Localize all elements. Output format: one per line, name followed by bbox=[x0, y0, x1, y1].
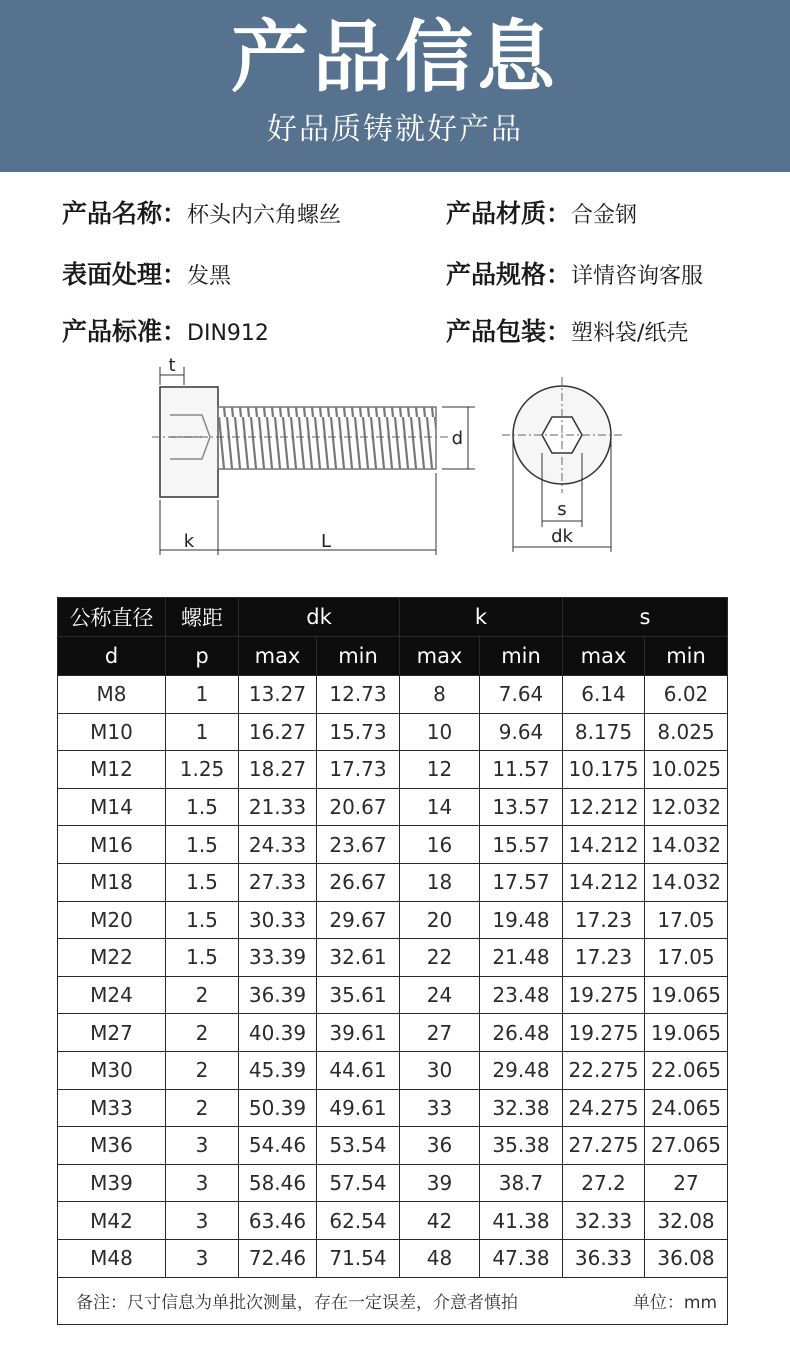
table-cell: M16 bbox=[58, 826, 166, 864]
header-cell: max bbox=[239, 637, 317, 676]
table-cell: 24 bbox=[400, 976, 480, 1014]
table-cell: 10.175 bbox=[563, 751, 645, 789]
table-cell: M30 bbox=[58, 1051, 166, 1089]
table-cell: 24.065 bbox=[645, 1089, 728, 1127]
table-cell: 63.46 bbox=[239, 1202, 317, 1240]
info-material bbox=[446, 197, 637, 233]
table-cell: 17.05 bbox=[645, 939, 728, 977]
table-cell: 58.46 bbox=[239, 1164, 317, 1202]
table-cell: 1.5 bbox=[166, 901, 239, 939]
table-cell: M18 bbox=[58, 863, 166, 901]
table-cell: 14.212 bbox=[563, 826, 645, 864]
table-cell: 23.67 bbox=[317, 826, 400, 864]
table-cell: 1.5 bbox=[166, 939, 239, 977]
table-subheader-row bbox=[58, 637, 728, 676]
table-cell: 36.39 bbox=[239, 976, 317, 1014]
table-cell: 35.61 bbox=[317, 976, 400, 1014]
table-cell: 47.38 bbox=[480, 1239, 563, 1277]
table-cell: 15.73 bbox=[317, 713, 400, 751]
header-cell: min bbox=[317, 637, 400, 676]
page-subtitle: 好品质铸就好产品 bbox=[267, 112, 523, 147]
table-cell: M39 bbox=[58, 1164, 166, 1202]
header-cell: min bbox=[645, 637, 728, 676]
info-packaging bbox=[446, 315, 688, 351]
table-cell: 17.23 bbox=[563, 901, 645, 939]
table-cell: M33 bbox=[58, 1089, 166, 1127]
label-t: t bbox=[168, 355, 176, 376]
table-cell: 3 bbox=[166, 1127, 239, 1165]
table-cell: 14 bbox=[400, 788, 480, 826]
table-cell: 2 bbox=[166, 1014, 239, 1052]
table-cell: 16 bbox=[400, 826, 480, 864]
table-cell: 10.025 bbox=[645, 751, 728, 789]
table-cell: 8.025 bbox=[645, 713, 728, 751]
header-cell: k bbox=[400, 598, 563, 637]
table-cell: 14.212 bbox=[563, 863, 645, 901]
table-cell: 17.23 bbox=[563, 939, 645, 977]
table-cell: 62.54 bbox=[317, 1202, 400, 1240]
table-row bbox=[58, 939, 728, 977]
info-value: 详情咨询客服 bbox=[571, 264, 704, 289]
table-cell: 3 bbox=[166, 1164, 239, 1202]
table-cell: 1.25 bbox=[166, 751, 239, 789]
table-row bbox=[58, 1164, 728, 1202]
info-label: 产品材质： bbox=[446, 199, 572, 228]
table-cell: 57.54 bbox=[317, 1164, 400, 1202]
table-cell: 42 bbox=[400, 1202, 480, 1240]
note-text: 备注：尺寸信息为单批次测量，存在一定误差，介意者慎拍 bbox=[76, 1293, 518, 1313]
table-cell: 27 bbox=[400, 1014, 480, 1052]
table-cell: 7.64 bbox=[480, 676, 563, 714]
label-k: k bbox=[183, 531, 195, 552]
table-cell: 50.39 bbox=[239, 1089, 317, 1127]
table-cell: 48 bbox=[400, 1239, 480, 1277]
table-cell: 19.275 bbox=[563, 976, 645, 1014]
table-note-row bbox=[58, 1277, 728, 1324]
table-cell: 19.065 bbox=[645, 1014, 728, 1052]
table-cell: 40.39 bbox=[239, 1014, 317, 1052]
table-cell: 1 bbox=[166, 713, 239, 751]
table-cell: 2 bbox=[166, 1089, 239, 1127]
table-cell: 23.48 bbox=[480, 976, 563, 1014]
header-cell: s bbox=[563, 598, 728, 637]
table-cell: 6.14 bbox=[563, 676, 645, 714]
table-cell: 19.065 bbox=[645, 976, 728, 1014]
table-cell: 12.032 bbox=[645, 788, 728, 826]
table-cell: 8 bbox=[400, 676, 480, 714]
unit-text: 单位：mm bbox=[632, 1293, 718, 1313]
info-product-name bbox=[62, 197, 341, 233]
table-cell: 36.08 bbox=[645, 1239, 728, 1277]
table-cell: 32.38 bbox=[480, 1089, 563, 1127]
spec-table bbox=[57, 597, 728, 1325]
table-cell: 3 bbox=[166, 1202, 239, 1240]
table-cell: 17.05 bbox=[645, 901, 728, 939]
table-cell: 12.212 bbox=[563, 788, 645, 826]
table-cell: M14 bbox=[58, 788, 166, 826]
table-cell: 41.38 bbox=[480, 1202, 563, 1240]
table-cell: 1.5 bbox=[166, 863, 239, 901]
info-label: 表面处理： bbox=[62, 260, 188, 289]
table-row bbox=[58, 1202, 728, 1240]
header-cell: max bbox=[563, 637, 645, 676]
table-row bbox=[58, 863, 728, 901]
table-cell: 15.57 bbox=[480, 826, 563, 864]
info-label: 产品规格： bbox=[446, 260, 572, 289]
table-cell: 32.61 bbox=[317, 939, 400, 977]
table-cell: 24.275 bbox=[563, 1089, 645, 1127]
table-cell: 13.27 bbox=[239, 676, 317, 714]
table-cell: 32.33 bbox=[563, 1202, 645, 1240]
header-cell: min bbox=[480, 637, 563, 676]
table-cell: 18.27 bbox=[239, 751, 317, 789]
info-value: 杯头内六角螺丝 bbox=[187, 203, 342, 228]
table-cell: 1.5 bbox=[166, 788, 239, 826]
table-cell: 21.33 bbox=[239, 788, 317, 826]
table-cell: 27.275 bbox=[563, 1127, 645, 1165]
bolt-diagram bbox=[130, 355, 650, 570]
table-cell: M12 bbox=[58, 751, 166, 789]
table-cell: 21.48 bbox=[480, 939, 563, 977]
table-cell: 39.61 bbox=[317, 1014, 400, 1052]
info-value: 塑料袋/纸壳 bbox=[571, 321, 689, 346]
table-cell: 26.67 bbox=[317, 863, 400, 901]
table-cell: 30.33 bbox=[239, 901, 317, 939]
table-cell: 44.61 bbox=[317, 1051, 400, 1089]
info-value: 发黑 bbox=[187, 264, 232, 289]
info-standard bbox=[62, 315, 269, 351]
table-cell: 72.46 bbox=[239, 1239, 317, 1277]
table-cell: 14.032 bbox=[645, 826, 728, 864]
header-cell: 螺距 bbox=[166, 598, 239, 637]
table-cell: 53.54 bbox=[317, 1127, 400, 1165]
table-cell: 16.27 bbox=[239, 713, 317, 751]
table-cell: M22 bbox=[58, 939, 166, 977]
table-cell: M10 bbox=[58, 713, 166, 751]
table-cell: M27 bbox=[58, 1014, 166, 1052]
table-cell: M8 bbox=[58, 676, 166, 714]
info-value: 合金钢 bbox=[571, 203, 638, 228]
table-cell: 6.02 bbox=[645, 676, 728, 714]
table-cell: 11.57 bbox=[480, 751, 563, 789]
table-cell: 8.175 bbox=[563, 713, 645, 751]
table-cell: 54.46 bbox=[239, 1127, 317, 1165]
header-cell: d bbox=[58, 637, 166, 676]
label-dk: dk bbox=[551, 526, 573, 547]
label-L: L bbox=[320, 531, 332, 552]
table-cell: 22 bbox=[400, 939, 480, 977]
table-row bbox=[58, 826, 728, 864]
table-cell: 20 bbox=[400, 901, 480, 939]
table-cell: 26.48 bbox=[480, 1014, 563, 1052]
table-cell: 19.48 bbox=[480, 901, 563, 939]
header-banner bbox=[0, 0, 790, 172]
table-row bbox=[58, 1089, 728, 1127]
table-cell: M42 bbox=[58, 1202, 166, 1240]
table-cell: 14.032 bbox=[645, 863, 728, 901]
table-cell: 3 bbox=[166, 1239, 239, 1277]
info-label: 产品名称： bbox=[62, 199, 188, 228]
table-cell: 17.57 bbox=[480, 863, 563, 901]
table-cell: 12.73 bbox=[317, 676, 400, 714]
table-cell: 17.73 bbox=[317, 751, 400, 789]
table-cell: 2 bbox=[166, 976, 239, 1014]
note-cell bbox=[58, 1277, 728, 1324]
table-row bbox=[58, 788, 728, 826]
table-cell: 27.065 bbox=[645, 1127, 728, 1165]
table-cell: 27.33 bbox=[239, 863, 317, 901]
table-cell: 24.33 bbox=[239, 826, 317, 864]
table-cell: 10 bbox=[400, 713, 480, 751]
bolt-side-view bbox=[152, 387, 448, 497]
table-cell: 36 bbox=[400, 1127, 480, 1165]
table-cell: 35.38 bbox=[480, 1127, 563, 1165]
table-cell: 1.5 bbox=[166, 826, 239, 864]
table-cell: 2 bbox=[166, 1051, 239, 1089]
table-cell: 33 bbox=[400, 1089, 480, 1127]
table-cell: 22.275 bbox=[563, 1051, 645, 1089]
table-cell: 1 bbox=[166, 676, 239, 714]
header-cell: dk bbox=[239, 598, 400, 637]
table-row bbox=[58, 676, 728, 714]
table-cell: 71.54 bbox=[317, 1239, 400, 1277]
table-header-row bbox=[58, 598, 728, 637]
table-cell: M48 bbox=[58, 1239, 166, 1277]
table-row bbox=[58, 1051, 728, 1089]
table-row bbox=[58, 1014, 728, 1052]
table-cell: 38.7 bbox=[480, 1164, 563, 1202]
table-cell: 13.57 bbox=[480, 788, 563, 826]
header-cell: 公称直径 bbox=[58, 598, 166, 637]
table-cell: 39 bbox=[400, 1164, 480, 1202]
table-row bbox=[58, 901, 728, 939]
bolt-head-view bbox=[502, 377, 622, 493]
table-cell: M24 bbox=[58, 976, 166, 1014]
header-cell: max bbox=[400, 637, 480, 676]
table-cell: 49.61 bbox=[317, 1089, 400, 1127]
table-cell: 22.065 bbox=[645, 1051, 728, 1089]
table-cell: 19.275 bbox=[563, 1014, 645, 1052]
info-spec bbox=[446, 258, 703, 294]
table-row bbox=[58, 1127, 728, 1165]
table-cell: M20 bbox=[58, 901, 166, 939]
table-cell: 36.33 bbox=[563, 1239, 645, 1277]
label-d: d bbox=[451, 428, 463, 449]
table-cell: 33.39 bbox=[239, 939, 317, 977]
table-cell: 9.64 bbox=[480, 713, 563, 751]
table-row bbox=[58, 976, 728, 1014]
header-cell: p bbox=[166, 637, 239, 676]
table-cell: 30 bbox=[400, 1051, 480, 1089]
table-cell: 27 bbox=[645, 1164, 728, 1202]
table-cell: M36 bbox=[58, 1127, 166, 1165]
info-label: 产品包装： bbox=[446, 317, 572, 346]
table-row bbox=[58, 1239, 728, 1277]
table-cell: 29.48 bbox=[480, 1051, 563, 1089]
table-cell: 12 bbox=[400, 751, 480, 789]
table-cell: 27.2 bbox=[563, 1164, 645, 1202]
table-cell: 18 bbox=[400, 863, 480, 901]
table-row bbox=[58, 713, 728, 751]
table-cell: 29.67 bbox=[317, 901, 400, 939]
label-s: s bbox=[557, 499, 567, 520]
table-cell: 45.39 bbox=[239, 1051, 317, 1089]
page-title: 产品信息 bbox=[230, 13, 559, 103]
table-cell: 32.08 bbox=[645, 1202, 728, 1240]
info-label: 产品标准： bbox=[62, 317, 188, 346]
info-surface bbox=[62, 258, 231, 294]
table-row bbox=[58, 751, 728, 789]
info-value: DIN912 bbox=[187, 321, 269, 346]
table-cell: 20.67 bbox=[317, 788, 400, 826]
